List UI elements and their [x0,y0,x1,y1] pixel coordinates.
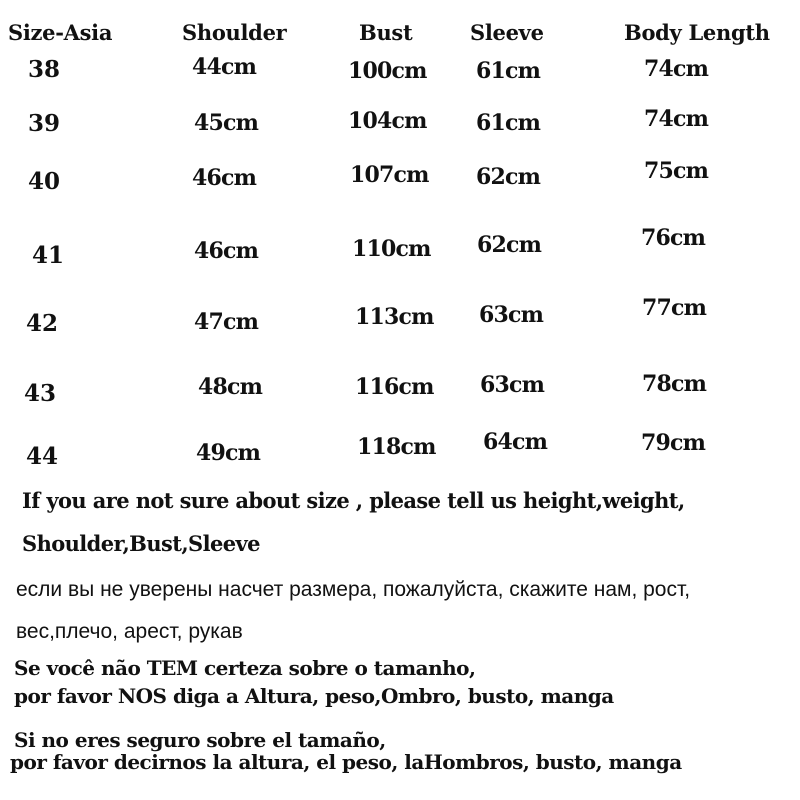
header-shoulder: Shoulder [182,20,287,45]
portuguese-note-line-1: Se você não TEM certeza sobre o tamanho, [14,656,476,680]
body-length-cell: 74cm [644,106,709,132]
body-length-cell: 79cm [641,430,706,456]
header-body-length: Body Length [624,20,770,45]
header-bust: Bust [359,20,413,45]
sleeve-cell: 62cm [477,232,542,258]
body-length-cell: 76cm [641,225,706,251]
portuguese-note-line-2: por favor NOS diga a Altura, peso,Ombro, busto, manga [14,684,614,708]
body-length-cell: 77cm [642,295,707,321]
bust-cell: 107cm [350,162,429,188]
body-length-cell: 74cm [644,56,709,82]
shoulder-cell: 47cm [194,309,259,335]
english-note-line-1: If you are not sure about size , please tell us height,weight, [22,488,685,513]
spanish-note-line-1: Si no eres seguro sobre el tamaño, [14,728,386,752]
sleeve-cell: 61cm [476,58,541,84]
size-cell: 41 [32,242,65,269]
bust-cell: 110cm [352,236,431,262]
sleeve-cell: 63cm [480,372,545,398]
shoulder-cell: 44cm [192,54,257,80]
sleeve-cell: 64cm [483,429,548,455]
shoulder-cell: 46cm [194,238,259,264]
bust-cell: 118cm [357,434,436,460]
russian-note-line-2: вес,плечо, арест, рукав [16,620,243,643]
size-cell: 42 [26,310,59,337]
header-size-asia: Size-Asia [8,20,113,45]
shoulder-cell: 49cm [196,440,261,466]
size-cell: 38 [28,56,61,83]
header-sleeve: Sleeve [470,20,544,45]
sleeve-cell: 63cm [479,302,544,328]
shoulder-cell: 46cm [192,165,257,191]
bust-cell: 104cm [348,108,427,134]
bust-cell: 113cm [355,304,434,330]
sleeve-cell: 62cm [476,164,541,190]
shoulder-cell: 45cm [194,110,259,136]
size-cell: 43 [24,380,57,407]
sleeve-cell: 61cm [476,110,541,136]
size-cell: 44 [26,443,59,470]
size-cell: 40 [28,168,61,195]
bust-cell: 100cm [348,58,427,84]
spanish-note-line-2: por favor decirnos la altura, el peso, laHombros, busto, manga [10,750,682,774]
bust-cell: 116cm [355,374,434,400]
russian-note-line-1: если вы не уверены насчет размера, пожалуйста, скажите нам, рост, [16,578,691,601]
body-length-cell: 78cm [642,371,707,397]
body-length-cell: 75cm [644,158,709,184]
english-note-line-2: Shoulder,Bust,Sleeve [22,531,260,556]
shoulder-cell: 48cm [198,374,263,400]
size-cell: 39 [28,110,61,137]
